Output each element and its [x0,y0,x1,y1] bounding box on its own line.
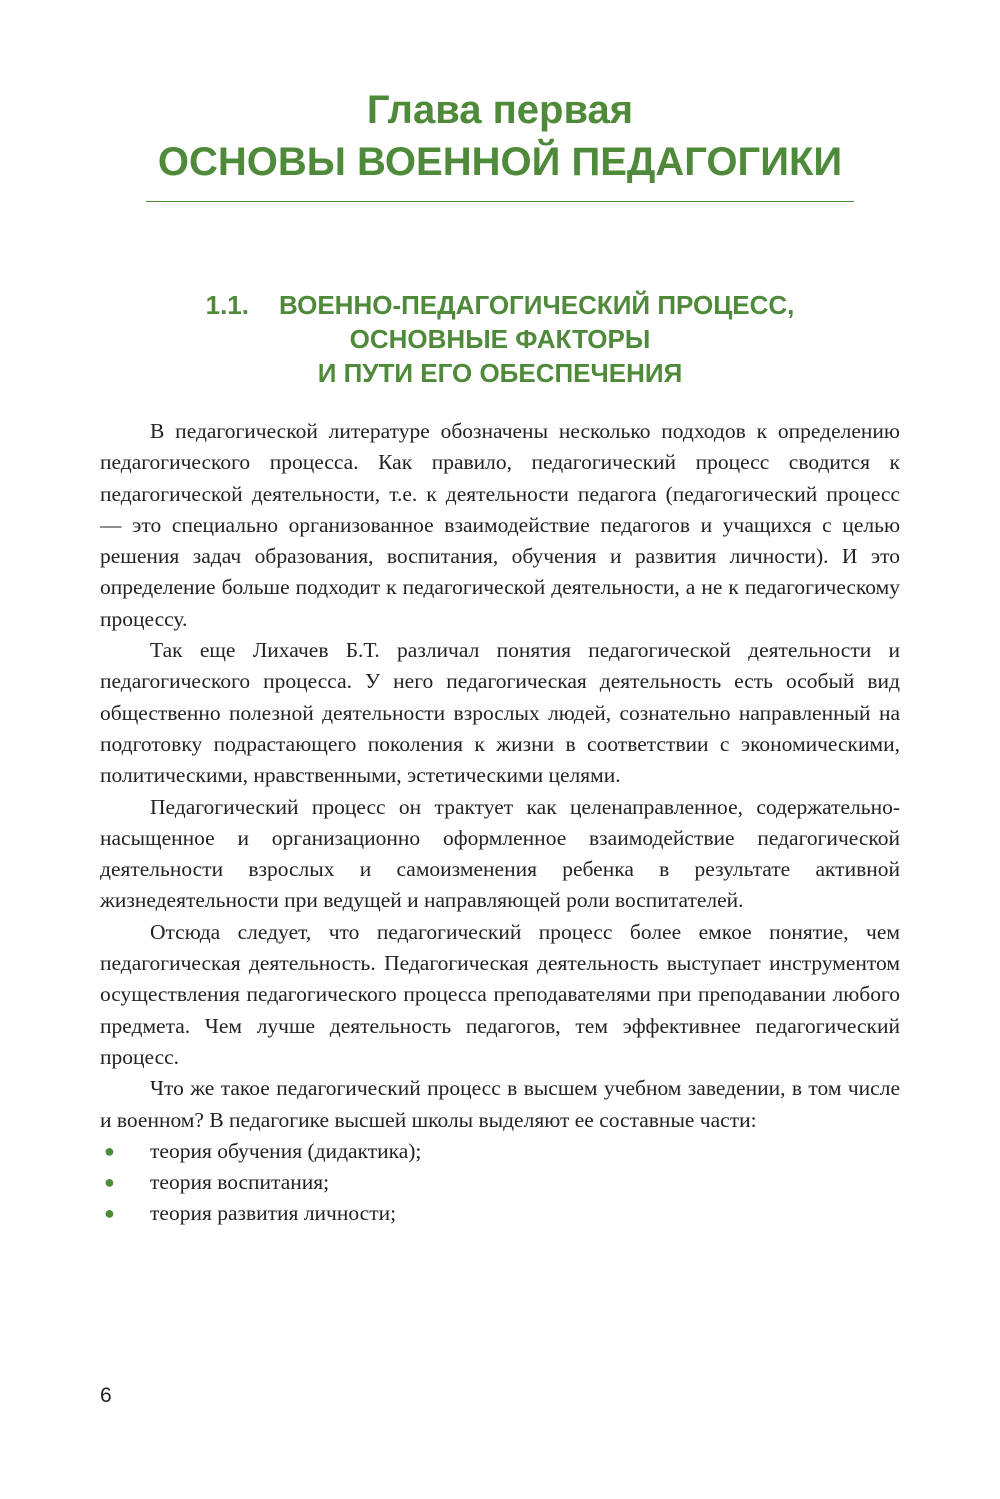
bullet-icon: ● [104,1203,115,1224]
list-item [100,1198,900,1229]
chapter-divider [146,201,854,202]
chapter-label: Глава первая [366,88,634,132]
paragraph: Педагогический процесс он трактует как целенаправленное, содержательно-насыщенное и организационно оформленное взаимодействие педагогической деятельности взрослых и самоизменения ребенка в результате активной жизнедеятельности при ведущей и направляющей роли воспитателей. [100,794,900,913]
page-number: 6 [100,1384,112,1407]
body-text [100,416,900,1230]
list-item [100,1167,900,1198]
bullet-icon: ● [104,1172,115,1193]
section-title-line-3: И ПУТИ ЕГО ОБЕСПЕЧЕНИЯ [317,358,683,388]
section-heading [120,288,880,390]
bullet-icon: ● [104,1140,115,1161]
list-item-text: теория воспитания; [150,1170,330,1195]
chapter-title: ОСНОВЫ ВОЕННОЙ ПЕДАГОГИКИ [157,140,843,184]
section-title-line-1: ВОЕННО-ПЕДАГОГИЧЕСКИЙ ПРОЦЕСС, [278,290,795,320]
list-item-text: теория развития личности; [150,1201,397,1226]
section-title-line-2: ОСНОВНЫЕ ФАКТОРЫ [349,324,651,354]
paragraph: В педагогической литературе обозначены несколько подходов к определению педагогического процесса. Как правило, педагогический процесс сводится к педагогической деятельности, т.е. к деятельности педагога (педагогический процесс — это специально организованное взаимодействие педагогов и учащихся с целью решения задач образования, воспитания, обучения и развития личности). И это определение больше подходит к педагогической деятельности, а не к педагогическому процессу. [100,419,900,631]
paragraph: Что же такое педагогический процесс в высшем учебном заведении, в том числе и военном? В педагогике высшей школы выделяют ее составные части: [100,1076,900,1132]
paragraph: Отсюда следует, что педагогический процесс более емкое понятие, чем педагогическая деятельность. Педагогическая деятельность выступает инструментом осуществления педагогического процесса преподавателями при преподавании любого предмета. Чем лучше деятельность педагогов, тем эффективнее педагогический процесс. [100,919,900,1069]
paragraph: Так еще Лихачев Б.Т. различал понятия педагогической деятельности и педагогического процесса. У него педагогическая деятельность есть особый вид общественно полезной деятельности взрослых людей, сознательно направленный на подготовку подрастающего поколения к жизни в соответствии с экономическими, политическими, нравственными, эстетическими целями. [100,638,900,788]
list-item-text: теория обучения (дидактика); [150,1138,422,1163]
section-heading-line-1 [120,288,880,322]
list-item [100,1136,900,1167]
chapter-header [146,84,854,188]
section-number: 1.1. [205,290,249,320]
bullet-list [100,1136,900,1230]
